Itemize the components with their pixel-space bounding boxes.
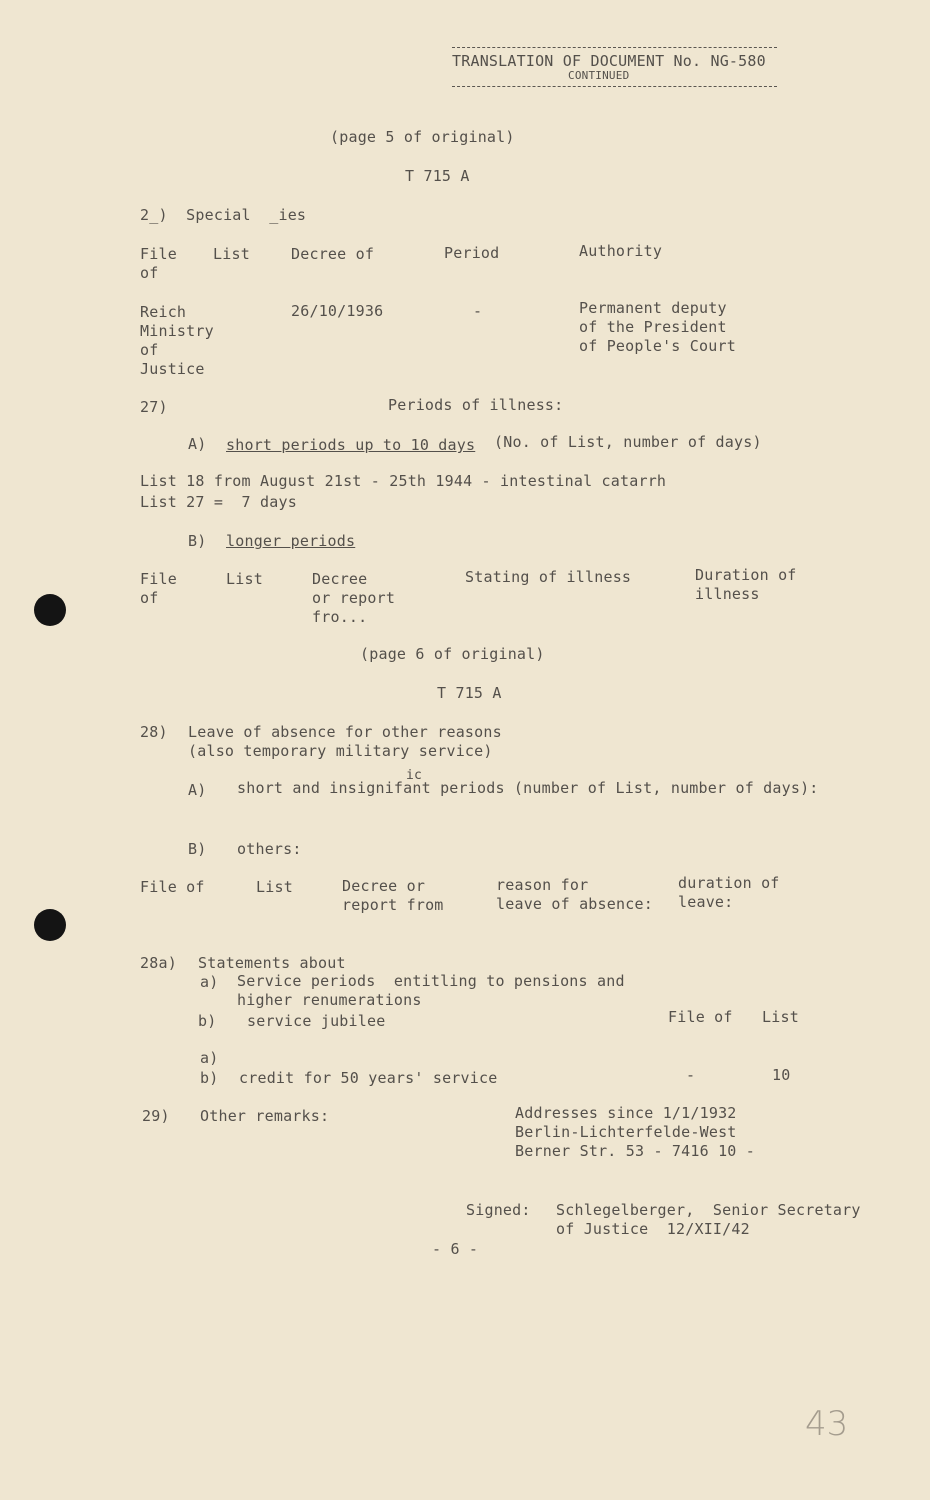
s26-row-period: -: [473, 302, 483, 320]
punch-hole-upper: [34, 594, 66, 626]
s27-col-stating: Stating of illness: [465, 568, 632, 586]
s28-a-insert: ic: [406, 768, 423, 783]
s26-col-list: List: [213, 245, 250, 263]
s28a-col-list: List: [762, 1008, 799, 1026]
section-28a-number: 28a): [140, 954, 177, 972]
s27-b-text: longer periods: [226, 532, 356, 550]
s27-col-file: File of: [140, 570, 177, 607]
section-29-heading: Other remarks:: [200, 1107, 330, 1125]
s28-col-duration: duration of leave:: [678, 874, 780, 911]
s28-col-decree: Decree or report from: [342, 877, 444, 914]
s26-row-decree: 26/10/1936: [291, 302, 384, 320]
s26-row-authority: Permanent deputy of the President of People's Court: [579, 299, 736, 355]
s28-col-list: List: [256, 878, 293, 896]
s28a-b2-list: 10: [772, 1066, 791, 1084]
s27-a-note: (No. of List, number of days): [494, 433, 762, 451]
s26-row-file: Reich Ministry of Justice: [140, 303, 214, 378]
s28-b-label: B): [188, 840, 207, 858]
s28a-b2-text: credit for 50 years' service: [239, 1069, 498, 1087]
s27-col-decree: Decree or report fro...: [312, 570, 396, 626]
page5-ref: T 715 A: [405, 167, 470, 185]
s27-col-duration: Duration of illness: [695, 566, 797, 603]
s28-col-reason: reason for leave of absence:: [496, 876, 653, 913]
s28a-a-text: Service periods entitling to pensions and higher renumerations: [237, 972, 625, 1009]
punch-hole-lower: [34, 909, 66, 941]
s28a-a2-label: a): [200, 1049, 219, 1067]
page5-title: (page 5 of original): [330, 128, 515, 146]
s28a-b2-label: b): [200, 1069, 219, 1087]
s28a-col-file: File of: [668, 1008, 733, 1026]
section-28-number: 28): [140, 723, 168, 741]
s28a-a-label: a): [200, 973, 219, 991]
section-28-heading: Leave of absence for other reasons (also temporary military service): [188, 723, 502, 760]
header-rule-top: [452, 47, 777, 48]
s29-address: Addresses since 1/1/1932 Berlin-Lichterfelde-West Berner Str. 53 - 7416 10 -: [515, 1104, 755, 1160]
page6-title: (page 6 of original): [360, 645, 545, 663]
s26-col-decree: Decree of: [291, 245, 375, 263]
s28-b-text: others:: [237, 840, 302, 858]
section-26-heading: 2_) Special _ies: [140, 206, 307, 224]
s27-list-entry-1: List 18 from August 21st - 25th 1944 - intestinal catarrh: [140, 472, 667, 490]
s28a-b-text: service jubilee: [247, 1012, 386, 1030]
s28-a-label: A): [188, 781, 207, 799]
s27-col-list: List: [226, 570, 263, 588]
s28a-b2-file: -: [686, 1066, 696, 1084]
archive-page-stamp: 43: [805, 1404, 849, 1444]
s26-col-period: Period: [444, 244, 500, 262]
s28a-b-label: b): [198, 1012, 217, 1030]
document-header-continued: CONTINUED: [568, 69, 630, 82]
s28-a-text: short and insignifant periods (number of List, number of days):: [237, 779, 819, 797]
s26-col-authority: Authority: [579, 242, 663, 260]
header-rule-bottom: [452, 86, 777, 87]
page-number: - 6 -: [432, 1240, 479, 1258]
s27-a-label: A): [188, 435, 207, 453]
document-header: TRANSLATION OF DOCUMENT No. NG-580: [452, 52, 766, 70]
s27-list-entry-2: List 27 = 7 days: [140, 493, 297, 511]
section-28a-heading: Statements about: [198, 954, 346, 972]
section-27-number: 27): [140, 398, 168, 416]
signature-label: Signed:: [466, 1201, 531, 1219]
section-27-heading: Periods of illness:: [388, 396, 564, 414]
s27-a-text: short periods up to 10 days: [226, 436, 476, 454]
page6-ref: T 715 A: [437, 684, 502, 702]
s26-col-file: File of: [140, 245, 177, 282]
s28-col-file: File of: [140, 878, 205, 896]
section-29-number: 29): [142, 1107, 170, 1125]
s27-b-label: B): [188, 532, 207, 550]
signature-text: Schlegelberger, Senior Secretary of Justice 12/XII/42: [556, 1201, 861, 1238]
